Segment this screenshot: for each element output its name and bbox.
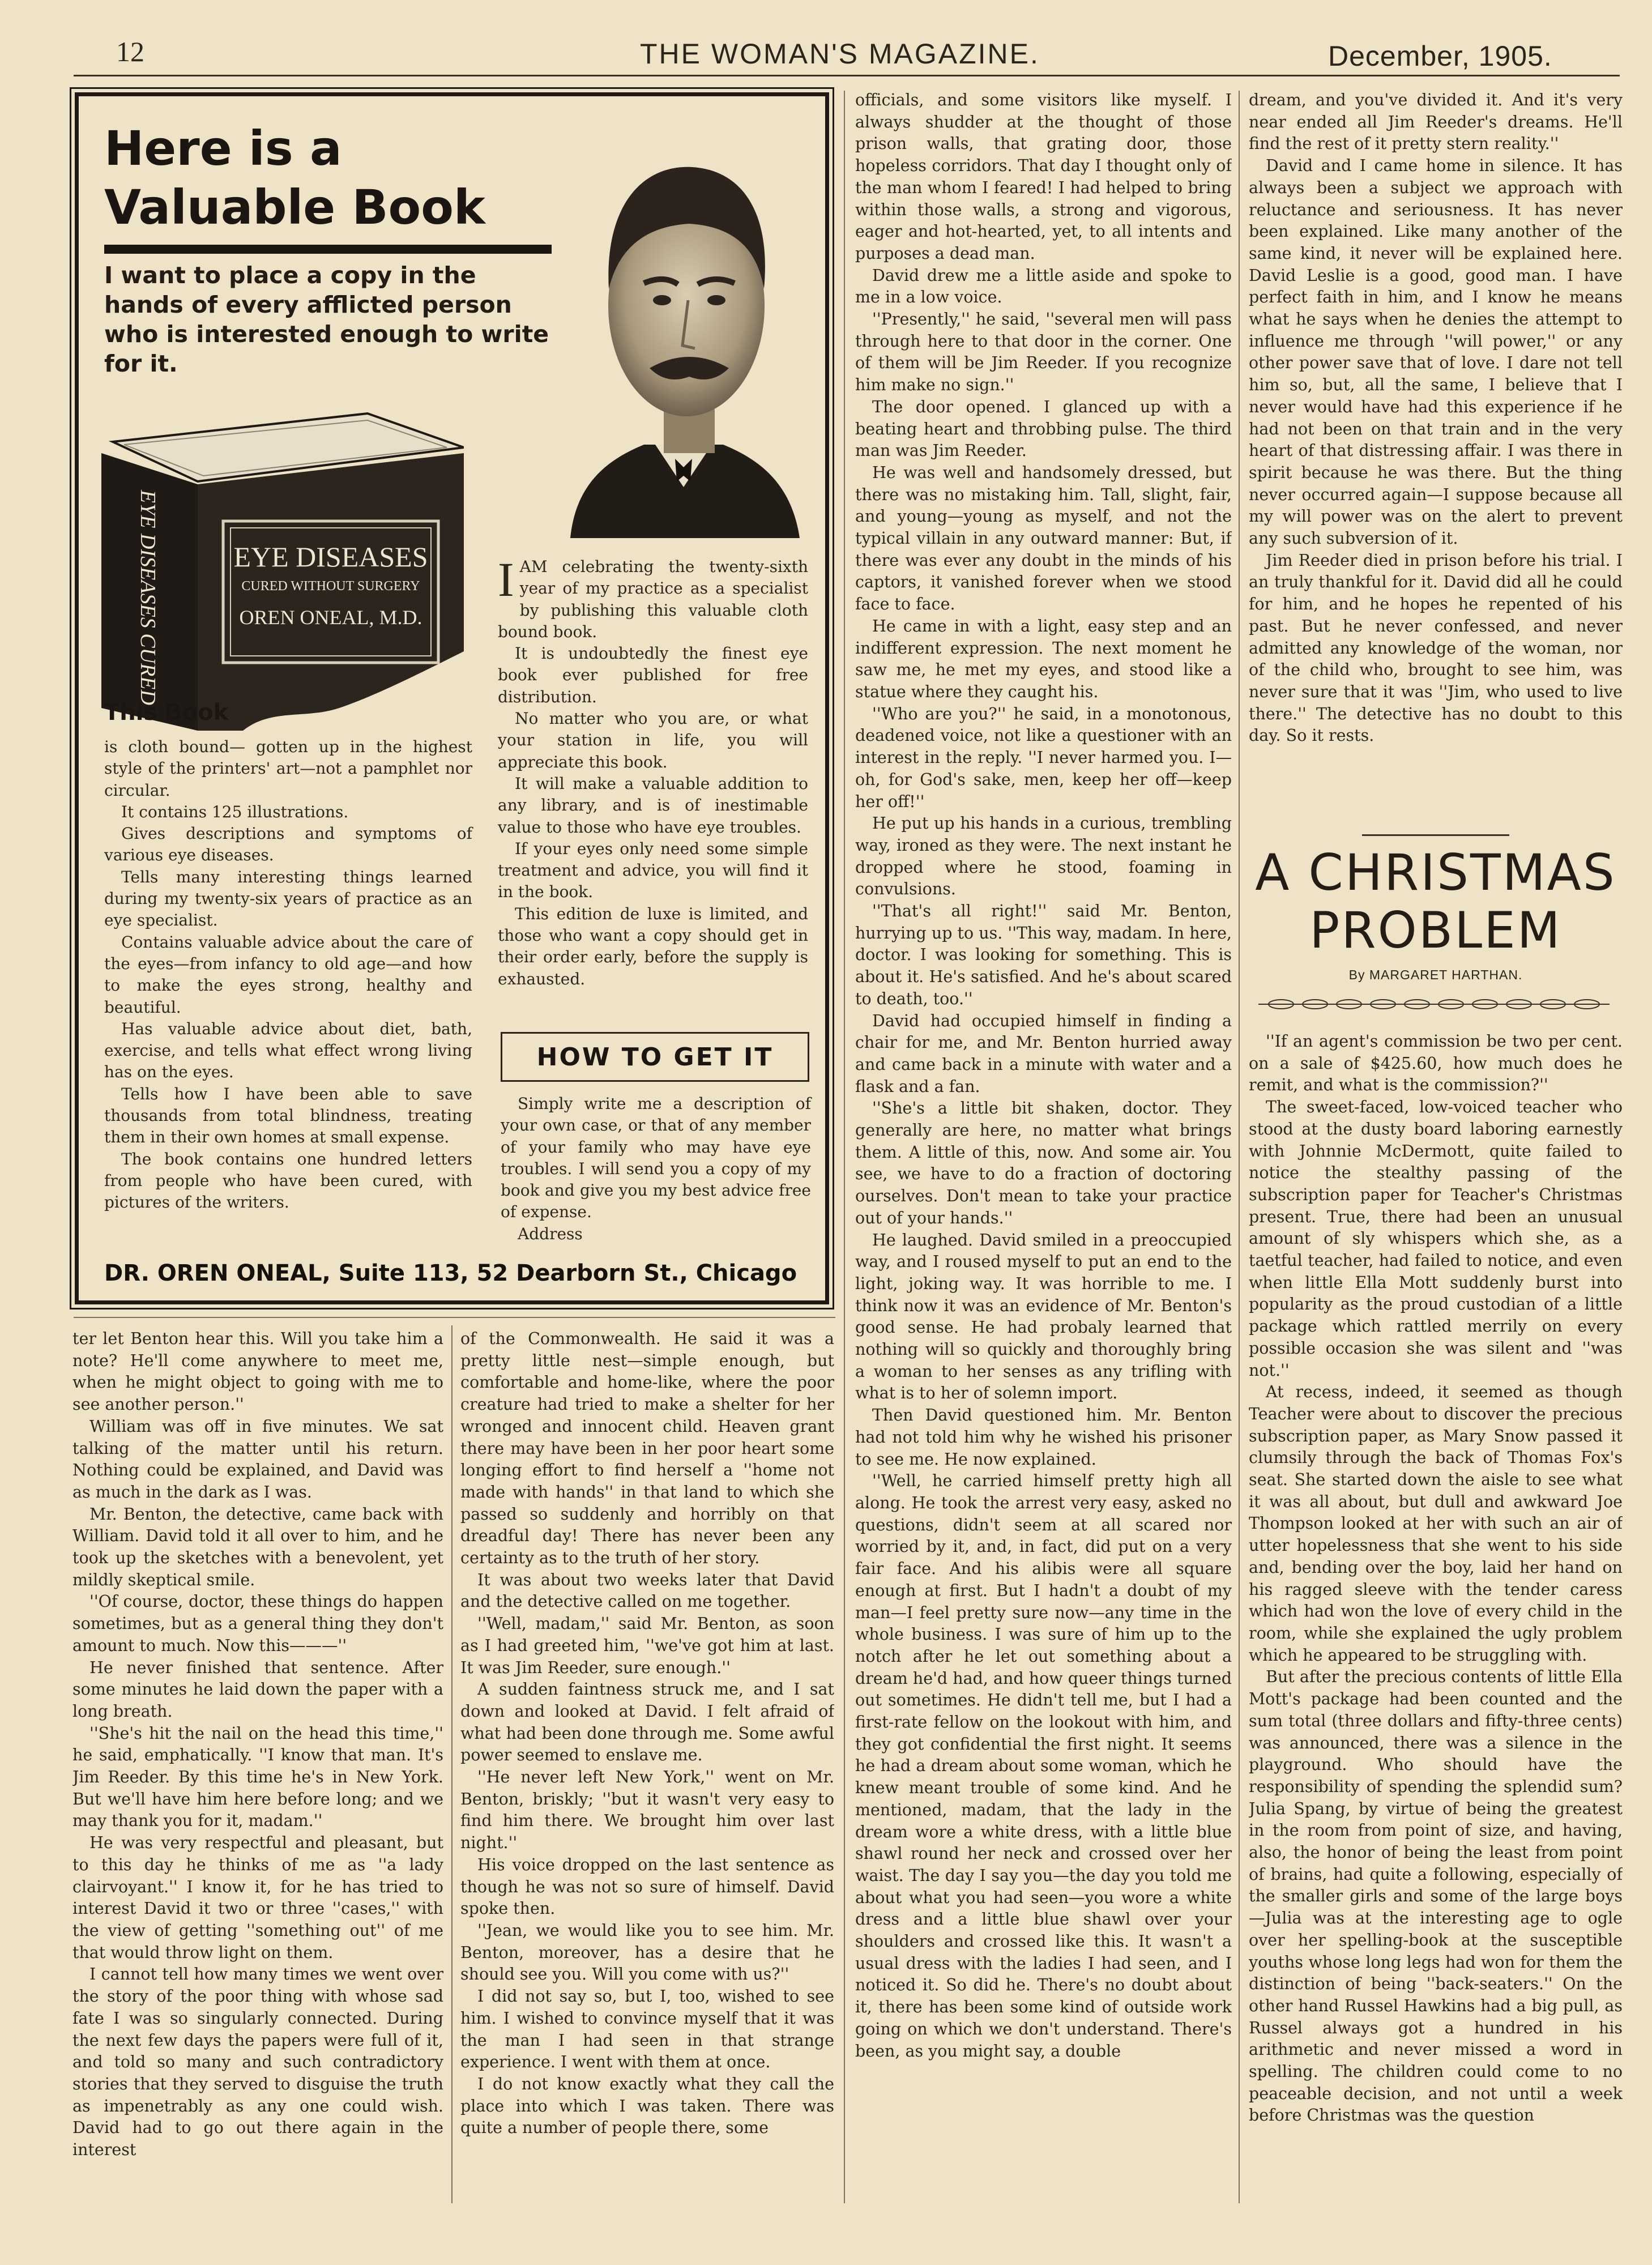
book-cover-author: OREN ONEAL, M.D. — [239, 606, 422, 629]
ad-book-features — [104, 736, 472, 1214]
article-paragraph: He never finished that sentence. After some minutes he laid down the paper with a long breath. — [72, 1658, 443, 1721]
article-paragraph: He came in with a light, easy step and an indifferent expression. The next moment he saw me, he met my eyes, and stood like a statue where they caught his. — [855, 616, 1232, 701]
book-cover-title: EYE DISEASES — [233, 541, 428, 573]
article-paragraph: At recess, indeed, it seemed as though Teacher were about to discover the precious subscription paper, as Mary Snow passed it clumsily through the back of Thomas Fox's seat. She started down the aisle to see what it was all about, but dull and awkward Joe Thompson looked at her with such an air of utter hopelessness that she went to his side and, bending over the boy, laid her hand on his ragged sleeve with the tender caress which had won the love of every child in the room, while she explained the ugly problem which he appeared to be struggling with. — [1249, 1383, 1623, 1665]
drop-cap: I — [498, 552, 514, 607]
howto-address-label: Address — [518, 1224, 583, 1243]
ad-headline-line-2: Valuable Book — [104, 180, 485, 235]
ad-description — [498, 552, 808, 990]
article-paragraph: Jim Reeder died in prison before his trial. I an truly thankful for it. David did all he could for him, and he hopes he repented of his past. But he never confessed, and never admitted any knowledge of the woman, nor of the child who, brought to see him, was never sure that it was ''Jim, who used to live there.'' The detective has no doubt to this day. So it rests. — [1249, 551, 1623, 745]
ad-paragraph: IAM celebrating the twenty-sixth year of my practice as a specialist by publishing this valuable cloth bound book. — [498, 552, 808, 641]
article-paragraph: He was very respectful and pleasant, but to this day he thinks of me as ''a lady clairvoyant.'' I know it, for he has tried to interest David it two or three ''cases,'' with the view of getting ''something out'' of me that would throw light on them. — [72, 1833, 443, 1962]
article-paragraph: William was off in five minutes. We sat talking of the matter until his return. Nothing could be explained, and David was as much in the dark as I was. — [72, 1417, 443, 1502]
article-paragraph: ''He never left New York,'' went on Mr. Benton, briskly; ''but it wasn't very easy to find him there. We brought him over last night.'' — [460, 1768, 834, 1853]
book-cover-subtitle: CURED WITHOUT SURGERY — [241, 579, 420, 594]
ad-bottom-rule — [74, 1317, 835, 1318]
ad-feature: Has valuable advice about diet, bath, exercise, and tells what effect wrong living has on the eyes. — [104, 1019, 472, 1082]
article-paragraph: The door opened. I glanced up with a beating heart and throbbing pulse. The third man was Jim Reeder. — [855, 397, 1232, 460]
column-rule — [1239, 91, 1240, 2203]
ad-feature: Tells how I have been able to save thousands from total blindness, treating them in their own homes at small expense. — [104, 1084, 472, 1147]
ad-paragraph: If your eyes only need some simple treatment and advice, you will find it in the book. — [498, 839, 808, 902]
article-column-4 — [1249, 89, 1623, 747]
header-rule — [74, 75, 1620, 76]
article-paragraph: ''Well, he carried himself pretty high all along. He took the arrest very easy, asked no questions, didn't seem at all scared nor worried by it, and, in fact, did put on a very fair face. And his alibis were all square enough at first. But I hadn't a doubt of my man—I feel pretty sure now—any time in the whole business. I was sure of him up to the notch after he let out something about a dream he'd had, and how queer things turned out sometimes. He didn't tell me, but I had a first-rate fellow on the lookout with him, and they got confidential the first night. It seems he had a dream about some woman, which he knew meant trouble of some kind. And he mentioned, madam, that the lady in the dream wore a white dress, with a little blue shawl round her neck and crossed over her waist. The day I say you—the day you told me about what you had seen—you wore a white dress and a little blue shawl over your shoulders and crossed like this. It wasn't a usual dress with the ladies I had seen, and I noticed it. So did he. There's no doubt about it, there has been some kind of outside work going on which we don't understand. There's been, as you might say, a double — [855, 1471, 1232, 2061]
book-advertisement — [75, 92, 829, 1304]
article-paragraph: David had occupied himself in finding a chair for me, and Mr. Benton hurried away and came back in a minute with water and a flask and a fan. — [855, 1011, 1232, 1096]
ad-feature: Contains valuable advice about the care of the eyes—from infancy to old age—and how to make the eyes strong, healthy and beautiful. — [104, 932, 472, 1017]
article-paragraph: The sweet-faced, low-voiced teacher who stood at the dusty board laboring earnestly with Johnnie McDermott, quite failed to notice the stealthy passing of the subscription paper for Teacher's Christmas present. True, there had been an unusual amount of sly whispers which she, as a taetful teacher, had failed to notice, and even when little Ella Mott suddenly burst into popularity as the proud custodian of a little package which rattled merrily on every possible occasion she was silent and ''was not.'' — [1249, 1098, 1623, 1380]
article-paragraph: ''She's a little bit shaken, doctor. They generally are here, no matter what brings them. A little of this, now. And some air. You see, we have to do a fraction of doctoring ourselves. Don't mean to take your practice out of your hands.'' — [855, 1099, 1232, 1227]
article-paragraph: I do not know exactly what they call the place into which I was taken. There was quite a number of people there, some — [460, 2074, 834, 2138]
christmas-problem-text — [1249, 1031, 1623, 2127]
story-title-line-1: A CHRISTMAS — [1255, 843, 1616, 902]
howto-paragraph: Simply write me a description of your own case, or that of any member of your family who may have eye troubles. I will send you a copy of my book and give you my best advice free of expense. — [501, 1094, 811, 1222]
how-to-get-it-text — [501, 1093, 811, 1245]
story-separator-rule — [1362, 834, 1509, 836]
ad-feature: The book contains one hundred letters from people who have been cured, with pictures of the writers. — [104, 1149, 472, 1212]
page-number: 12 — [116, 36, 144, 67]
ad-feature: It contains 125 illustrations. — [121, 802, 349, 821]
article-paragraph: ''Well, madam,'' said Mr. Benton, as soon as I had greeted him, ''we've got him at last. It was Jim Reeder, sure enough.'' — [460, 1614, 834, 1677]
article-paragraph: of the Commonwealth. He said it was a pretty little nest—simple enough, but comfortable and home-like, where the poor creature had tried to make a shelter for her wronged and innocent child. Heaven grant there may have been in her poor heart some longing effort to find herself a ''home not made with hands'' in that land to which she passed so suddenly and horribly on that dreadful day! There has never been any certainty as to the truth of her story. — [460, 1329, 834, 1568]
article-paragraph: I did not say so, but I, too, wished to see him. I wished to convince myself that it was the man I had seen in that strange experience. I went with them at once. — [460, 1987, 834, 2072]
column-rule — [451, 1325, 453, 2203]
article-paragraph: ''That's all right!'' said Mr. Benton, hurrying up to us. ''This way, madam. In here, doctor. I was looking for something. This is about it. He's satisfied. And he's about scared to death, too.'' — [855, 902, 1232, 1008]
story-title-line-2: PROBLEM — [1309, 901, 1562, 959]
ad-paragraph: No matter who you are, or what your station in life, you will appreciate this book. — [498, 709, 808, 771]
article-paragraph: But after the precious contents of little Ella Mott's package had been counted and the sum total (three dollars and fifty-three cents) was announced, there was a silence in the playground. Who should have the responsibility of spending the splendid sum? Julia Spang, by virtue of being the greatest in the room from point of size, and having, also, the honor of being the least from point of brains, had quite a following, especially of the smaller girls and some of the large boys—Julia was at the interesting age to ogle over her spelling-book at the susceptible youths whose long legs had won for them the distinction of being ''back-seaters.'' On the other hand Russel Hawkins had a big pull, as Russel always got a hundred in his arithmetic and never missed a word in spelling. The children could come to no peaceable decision, and not until a week before Christmas was the question — [1249, 1667, 1623, 2125]
article-paragraph: ''Of course, doctor, these things do happen sometimes, but as a general thing they don't amount to much. Now this———'' — [72, 1592, 443, 1655]
story-byline: By MARGARET HARTHAN. — [1348, 967, 1523, 982]
ad-mailing-address: DR. OREN ONEAL, Suite 113, 52 Dearborn St., Chicago — [104, 1260, 797, 1286]
ad-feature: Gives descriptions and symptoms of various eye diseases. — [104, 824, 472, 865]
how-to-get-it-heading: HOW TO GET IT — [501, 1032, 809, 1082]
article-column-1 — [72, 1328, 443, 2161]
magazine-title: THE WOMAN'S MAGAZINE. — [640, 38, 1040, 70]
ad-feature: Tells many interesting things learned during my twenty-six years of practice as an eye specialist. — [104, 867, 472, 930]
book-illustration — [101, 391, 464, 739]
article-paragraph: ''Presently,'' he said, ''several men will pass through here to that door in the corner. One of them will be Jim Reeder. If you recognize him make no sign.'' — [855, 310, 1232, 395]
article-column-2 — [460, 1328, 834, 2139]
article-paragraph: David drew me a little aside and spoke to me in a low voice. — [855, 266, 1232, 307]
column-rule — [844, 91, 845, 2203]
article-paragraph: It was about two weeks later that David and the detective called on me together. — [460, 1570, 834, 1611]
article-paragraph: He put up his hands in a curious, trembling way, ironed as they were. The next instant he dropped where he stood, foaming in convulsions. — [855, 814, 1232, 899]
ad-lead-text: I want to place a copy in the hands of every afflicted person who is interested enough to write for it. — [104, 262, 549, 377]
article-paragraph: ''She's hit the nail on the head this time,'' he said, emphatically. ''I know that man. It's Jim Reeder. By this time he's in New York. But we'll have him here before long; and we may thank you for it, madam.'' — [72, 1724, 443, 1831]
ad-headline-line-1: Here is a — [104, 121, 342, 176]
article-paragraph: David and I came home in silence. It has always been a subject we approach with reluctance and seriousness. It has never been explained. Like many another of the same kind, it never will be explained here. David Leslie is a good, good man. I have perfect faith in him, and I know he means what he says when he denies the attempt to influence me through ''will power,'' or any other power save that of love. I dare not tell him so, but, all the same, I believe that I never would have had this experience if he had not been on that train and in the very heart of that distressing affair. I was there in spirit because he was there. But the thing never occurred again—I suppose because all my will power was on the alert to prevent any such subversion of it. — [1249, 156, 1623, 548]
article-paragraph: ''If an agent's commission be two per cent. on a sale of $425.60, how much does he remit, and what is the commission?'' — [1249, 1032, 1623, 1095]
ornamental-divider — [1258, 997, 1610, 1012]
article-paragraph: ''Jean, we would like you to see him. Mr. Benton, moreover, has a desire that he should see you. Will you come with us?'' — [460, 1921, 834, 1984]
ad-feature: is cloth bound— gotten up in the highest style of the printers' art—not a pamphlet nor circular. — [104, 737, 472, 800]
ad-book-heading: This Book — [104, 699, 229, 726]
story-title — [1249, 844, 1623, 959]
article-column-3 — [855, 89, 1232, 2062]
ad-headline — [104, 119, 552, 254]
ad-paragraph: This edition de luxe is limited, and those who want a copy should get in their order early, before the supply is exhausted. — [498, 904, 808, 988]
article-paragraph: officials, and some visitors like myself. I always shudder at the thought of those prison walls, that grating door, those hopeless corridors. That day I thought only of the man whom I feared! I had helped to bring within those walls, a strong and vigorous, eager and hot-hearted, yet, to all intents and purposes a dead man. — [855, 91, 1232, 263]
ad-paragraph: It is undoubtedly the finest eye book ever published for free distribution. — [498, 644, 808, 706]
article-paragraph: His voice dropped on the last sentence as though he was not so sure of himself. David spoke then. — [460, 1855, 834, 1918]
article-paragraph: Then David questioned him. Mr. Benton had not told him why he wished his prisoner to see me. He now explained. — [855, 1406, 1232, 1469]
article-paragraph: ''Who are you?'' he said, in a monotonous, deadened voice, not like a questioner with an interest in the reply. ''I never harmed you. I—oh, for God's sake, men, keep her off—keep her off!'' — [855, 704, 1232, 811]
article-paragraph: I cannot tell how many times we went over the story of the poor thing with whose sad fate I was so singularly connected. During the next few days the papers were full of it, and told so many and such contradictory stories that they served to disguise the truth as impenetrably as any one could wish. David had to go out there again in the interest — [72, 1965, 443, 2160]
book-spine-text: EYE DISEASES CURED — [136, 490, 160, 705]
article-paragraph: He was well and handsomely dressed, but there was no mistaking him. Tall, slight, fair, and young—young as myself, and not the typical villain in any outward manner: But, if there was ever any doubt in the minds of his captors, it vanished forever when we stood face to face. — [855, 463, 1232, 614]
article-paragraph: dream, and you've divided it. And it's very near ended all Jim Reeder's dreams. He'll find the rest of it pretty stern reality.'' — [1249, 91, 1623, 153]
ad-paragraph: It will make a valuable addition to any library, and is of inestimable value to those who have eye troubles. — [498, 774, 808, 837]
article-paragraph: A sudden faintness struck me, and I sat down and looked at David. I felt afraid of what had been done through me. Some awful power seemed to enslave me. — [460, 1680, 834, 1765]
article-paragraph: Mr. Benton, the detective, came back with William. David told it all over to him, and he took up the sketches with a benevolent, yet mildly skeptical smile. — [72, 1504, 443, 1589]
article-paragraph: ter let Benton hear this. Will you take him a note? He'll come anywhere to meet me, when he might object to going with me to see another person.'' — [72, 1329, 443, 1414]
article-paragraph: He laughed. David smiled in a preoccupied way, and I roused myself to put an end to the light, joking way. It was horrible to me. I think now it was an evidence of Mr. Benton's good sense. He had probaly learned that nothing will so quickly and thoroughly bring a woman to her senses as any trifling with what is to her of solemn import. — [855, 1230, 1232, 1403]
issue-date: December, 1905. — [1328, 40, 1552, 72]
doctor-portrait — [559, 119, 808, 538]
